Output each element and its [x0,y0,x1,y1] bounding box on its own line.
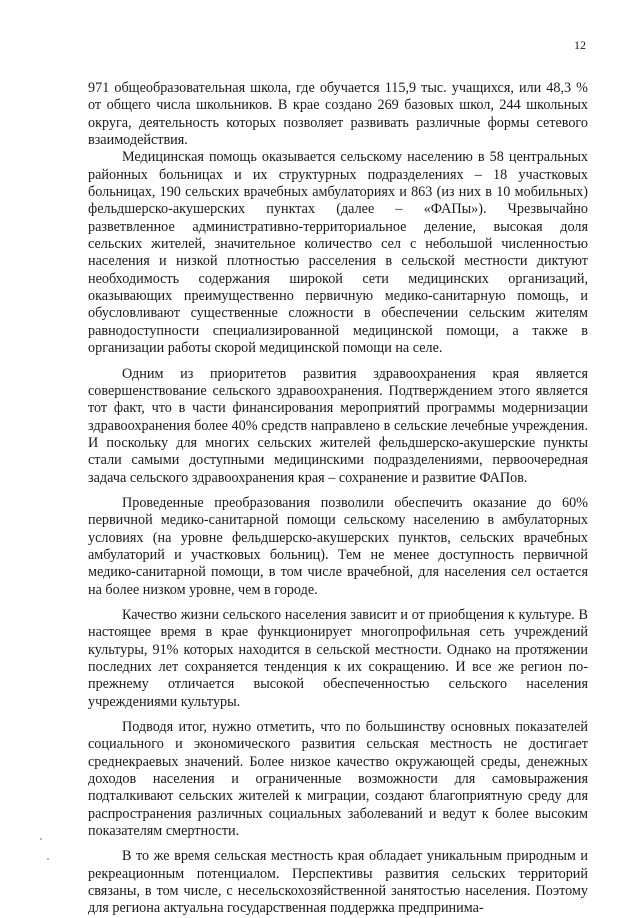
document-body [88,80,588,918]
paragraph-culture: Качество жизни сельского населения зависит и от приобщения к культуре. В настоящее время в крае функционирует многопрофильная сеть учреждений культуры, 91% которых находится в сельской местности. Однако на протяжении последних лет сохраняется тенденция к их сокращению. И все же регион по-прежнему отличается высокой обеспеченностью сельского населения учреждениями культуры. [88,606,588,710]
paragraph-healthcare-priorities: Одним из приоритетов развития здравоохранения края является совершенствование сельского здравоохранения. Подтверждением этого является тот факт, что в части финансирования мероприятий программы модернизации здравоохранения более 40% средств направлено в сельские лечебные учреждения. И поскольку для многих сельских жителей фельдшерско-акушерские пункты стали самыми доступными медицинскими подразделениями, первоочередная задача сельского здравоохранения края – сохранение и развитие ФАПов. [88,365,588,486]
paragraph-summary: Подводя итог, нужно отметить, что по большинству основных показателей социального и экономического развития сельская местность не достигает среднекраевых значений. Более низкое качество окружающей среды, денежных доходов населения и ограниченные возможности для самовыражения подталкивают сельских жителей к миграции, создают благоприятную среду для распространения различных социальных заболеваний и ведут к более высоким показателям смертности. [88,719,588,840]
paragraph-potential: В то же время сельская местность края обладает уникальным природным и рекреационным потенциалом. Перспективы развития сельских территорий связаны, в том числе, с несельскохозяйственной занятостью населения. Поэтому для региона актуальна государственная поддержка предпринима- [88,848,588,917]
paragraph-primary-care: Проведенные преобразования позволили обеспечить оказание до 60% первичной медико-санитарной помощи сельскому населению в амбулаторных условиях (на уровне фельдшерско-акушерских пунктов, сельских врачебных амбулаторий и участковых больниц). Тем не менее доступность первичной медико-санитарной помощи, в том числе врачебной, для населения сел остается на более низком уровне, чем в городе. [88,494,588,598]
paragraph-medical-care: Медицинская помощь оказывается сельскому населению в 58 центральных районных больницах и их структурных подразделениях – 18 участковых больницах, 190 сельских врачебных амбулаториях и 863 (из них в 10 мобильных) фельдшерско-акушерских пунктах (далее – «ФАПы»). Чрезвычайно разветвленное административно-территориальное деление, высокая доля сельских жителей, значительное количество сел с небольшой численностью населения и низкой плотностью расселения в сельской местности диктуют необходимость содержания широкой сети медицинских организаций, оказывающих преимущественно первичную медико-санитарную помощь, и обусловливают существенные сложности в обеспечении сельским жителям равнодоступности специализированной медицинской помощи, а также в организации работы скорой медицинской помощи на селе. [88,149,588,357]
scan-speck [47,858,49,860]
scan-speck [40,838,42,840]
page-number: 12 [574,38,586,52]
paragraph-schools: 971 общеобразовательная школа, где обучается 115,9 тыс. учащихся, или 48,3 % от общего числа школьников. В крае создано 269 базовых школ, 244 школьных округа, деятельность которых позволяет развивать различные формы сетевого взаимодействия. [88,80,588,149]
